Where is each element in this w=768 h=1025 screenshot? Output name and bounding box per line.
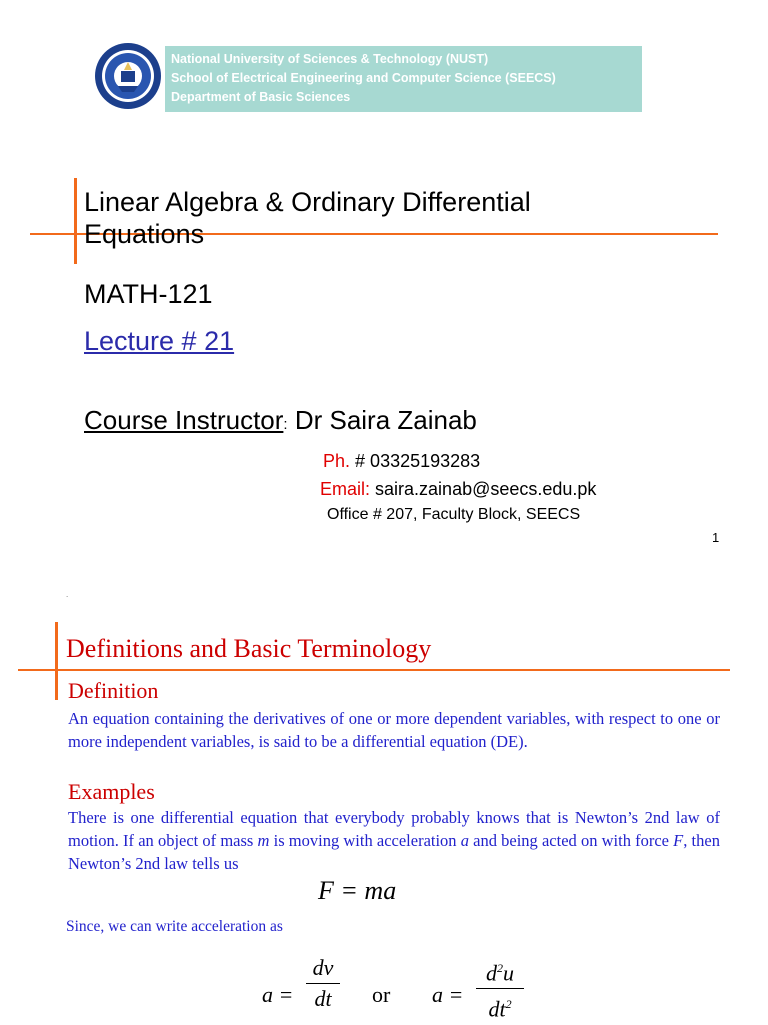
- eq2-num-sup: 2: [497, 961, 503, 975]
- course-code: MATH-121: [84, 279, 213, 309]
- eq2-lhs: a =: [432, 982, 464, 1007]
- var-m: m: [257, 831, 270, 850]
- lecture-number: Lecture # 21: [84, 326, 235, 356]
- eq2-den-sup: 2: [505, 997, 512, 1012]
- banner-university: National University of Sciences & Technology (NUST): [171, 52, 489, 66]
- stray-dot: .: [66, 590, 69, 599]
- eq2-fraction: [476, 955, 524, 1025]
- examples-text-part1: There is one differential equation that everybody probably knows that is Newton’s 2nd law of motion. If an object of mass: [68, 808, 720, 850]
- page-number: 1: [712, 530, 720, 545]
- email-line: [320, 479, 596, 500]
- examples-heading: Examples: [68, 779, 155, 804]
- email-label: Email:: [320, 479, 371, 499]
- section-heading: Definitions and Basic Terminology: [66, 634, 432, 663]
- examples-text-part2: is moving with acceleration: [269, 831, 461, 850]
- instructor-name: Dr Saira Zainab: [294, 405, 477, 435]
- institution-banner: [165, 46, 642, 112]
- instructor-line: [84, 405, 477, 436]
- newton-equation: F = ma: [318, 876, 397, 905]
- definition-heading: Definition: [68, 678, 159, 703]
- heading-rule-vertical: [55, 622, 58, 700]
- title-rule-vertical: [74, 178, 77, 264]
- instructor-label: Course Instructor: [84, 405, 284, 435]
- office-line: Office # 207, Faculty Block, SEECS: [327, 506, 581, 523]
- eq2-den-var: dt: [488, 996, 506, 1022]
- phone-value: # 03325193283: [355, 451, 481, 471]
- banner-school: School of Electrical Engineering and Computer Science (SEECS): [171, 71, 556, 85]
- eq2-numerator: [476, 955, 524, 989]
- instructor-colon: :: [283, 416, 288, 433]
- examples-text-part4: , then Newton’s 2nd law tells us: [68, 831, 720, 873]
- definition-text: An equation containing the derivatives of one or more dependent variables, with respect to one or more independent variables, is said to be a differential equation (DE).: [68, 709, 720, 751]
- email-value: saira.zainab@seecs.edu.pk: [375, 479, 597, 499]
- eq2-denominator: [476, 989, 524, 1024]
- heading-rule-horizontal: [18, 669, 730, 671]
- eq2-num-d: d: [486, 960, 497, 986]
- phone-label: Ph.: [323, 451, 351, 471]
- eq1-fraction: [306, 955, 340, 1014]
- course-title: Linear Algebra & Ordinary Differential Equations: [84, 187, 531, 249]
- var-a: a: [460, 831, 469, 850]
- var-F: F: [673, 831, 684, 850]
- eq1-lhs: a =: [262, 982, 294, 1007]
- banner-department: Department of Basic Sciences: [171, 90, 351, 104]
- eq1-denominator: dt: [314, 986, 332, 1011]
- examples-text: [68, 806, 720, 875]
- eq1-numerator: dv: [306, 955, 340, 984]
- or-text: or: [372, 982, 391, 1007]
- nust-logo: [94, 42, 162, 110]
- eq2-num-var: u: [503, 960, 514, 986]
- phone-line: [323, 451, 480, 472]
- since-text: Since, we can write acceleration as: [66, 918, 283, 935]
- examples-text-part3: and being acted on with force: [468, 831, 674, 850]
